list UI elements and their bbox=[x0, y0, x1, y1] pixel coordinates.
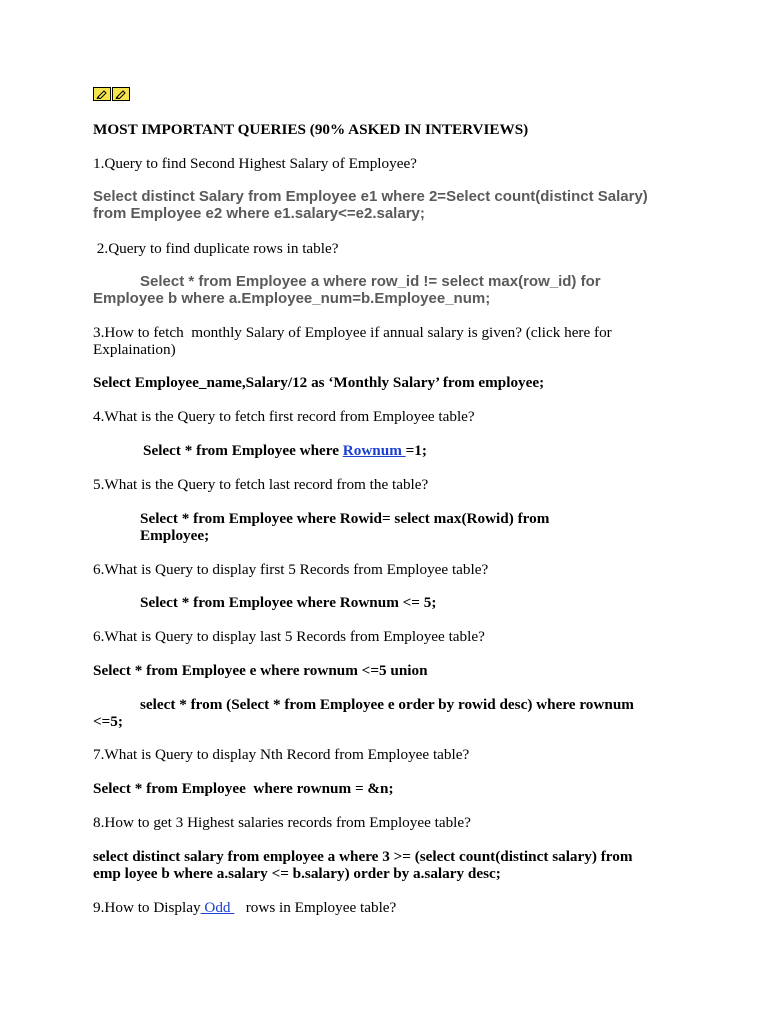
question-2: 2.Query to find duplicate rows in table? bbox=[93, 240, 339, 257]
answer-6b-line-2: select * from (Select * from Employee e order by rowid desc) where rownum bbox=[140, 696, 634, 713]
answer-2-line-1: Select * from Employee a where row_id != select max(row_id) for bbox=[140, 273, 601, 290]
answer-5-line-2: Employee; bbox=[140, 527, 210, 544]
rownum-link[interactable]: Rownum bbox=[342, 442, 406, 459]
answer-4-text: Select * from Employee where bbox=[143, 442, 343, 459]
answer-1-line-2: from Employee e2 where e1.salary<=e2.salary; bbox=[93, 205, 425, 222]
answer-3: Select Employee_name,Salary/12 as ‘Monthly Salary’ from employee; bbox=[93, 374, 545, 391]
answer-6a: Select * from Employee where Rownum <= 5; bbox=[140, 594, 437, 611]
answer-1-line-1: Select distinct Salary from Employee e1 where 2=Select count(distinct Salary) bbox=[93, 188, 648, 205]
question-9 bbox=[93, 899, 396, 916]
page-title: MOST IMPORTANT QUERIES (90% ASKED IN INTERVIEWS) bbox=[93, 121, 529, 138]
answer-6b-line-1: Select * from Employee e where rownum <=5 union bbox=[93, 662, 428, 679]
question-4: 4.What is the Query to fetch first record from Employee table? bbox=[93, 408, 475, 425]
question-1: 1.Query to find Second Highest Salary of Employee? bbox=[93, 155, 417, 172]
answer-5-line-1: Select * from Employee where Rowid= select max(Rowid) from bbox=[140, 510, 550, 527]
answer-4-suffix: =1; bbox=[405, 442, 427, 459]
question-3-line-1: 3.How to fetch monthly Salary of Employee if annual salary is given? (click here for bbox=[93, 324, 612, 341]
question-9-text: 9.How to Display bbox=[93, 899, 201, 916]
question-8: 8.How to get 3 Highest salaries records from Employee table? bbox=[93, 814, 471, 831]
odd-link[interactable]: Odd bbox=[200, 899, 235, 916]
header-logo bbox=[93, 87, 131, 101]
answer-6b-line-3: <=5; bbox=[93, 713, 123, 730]
question-9-suffix: rows in Employee table? bbox=[234, 899, 397, 916]
answer-4 bbox=[143, 442, 427, 459]
question-6a: 6.What is Query to display first 5 Records from Employee table? bbox=[93, 561, 489, 578]
answer-8-line-1: select distinct salary from employee a where 3 >= (select count(distinct salary) from bbox=[93, 848, 633, 865]
answer-7: Select * from Employee where rownum = &n; bbox=[93, 780, 394, 797]
answer-2-line-2: Employee b where a.Employee_num=b.Employee_num; bbox=[93, 290, 491, 307]
question-6b: 6.What is Query to display last 5 Records from Employee table? bbox=[93, 628, 485, 645]
question-7: 7.What is Query to display Nth Record from Employee table? bbox=[93, 746, 470, 763]
pencil-badge-icon bbox=[93, 87, 111, 101]
pencil-badge-icon bbox=[112, 87, 130, 101]
question-3-line-2: Explaination) bbox=[93, 341, 176, 358]
answer-8-line-2: emp loyee b where a.salary <= b.salary) order by a.salary desc; bbox=[93, 865, 501, 882]
question-5: 5.What is the Query to fetch last record from the table? bbox=[93, 476, 429, 493]
